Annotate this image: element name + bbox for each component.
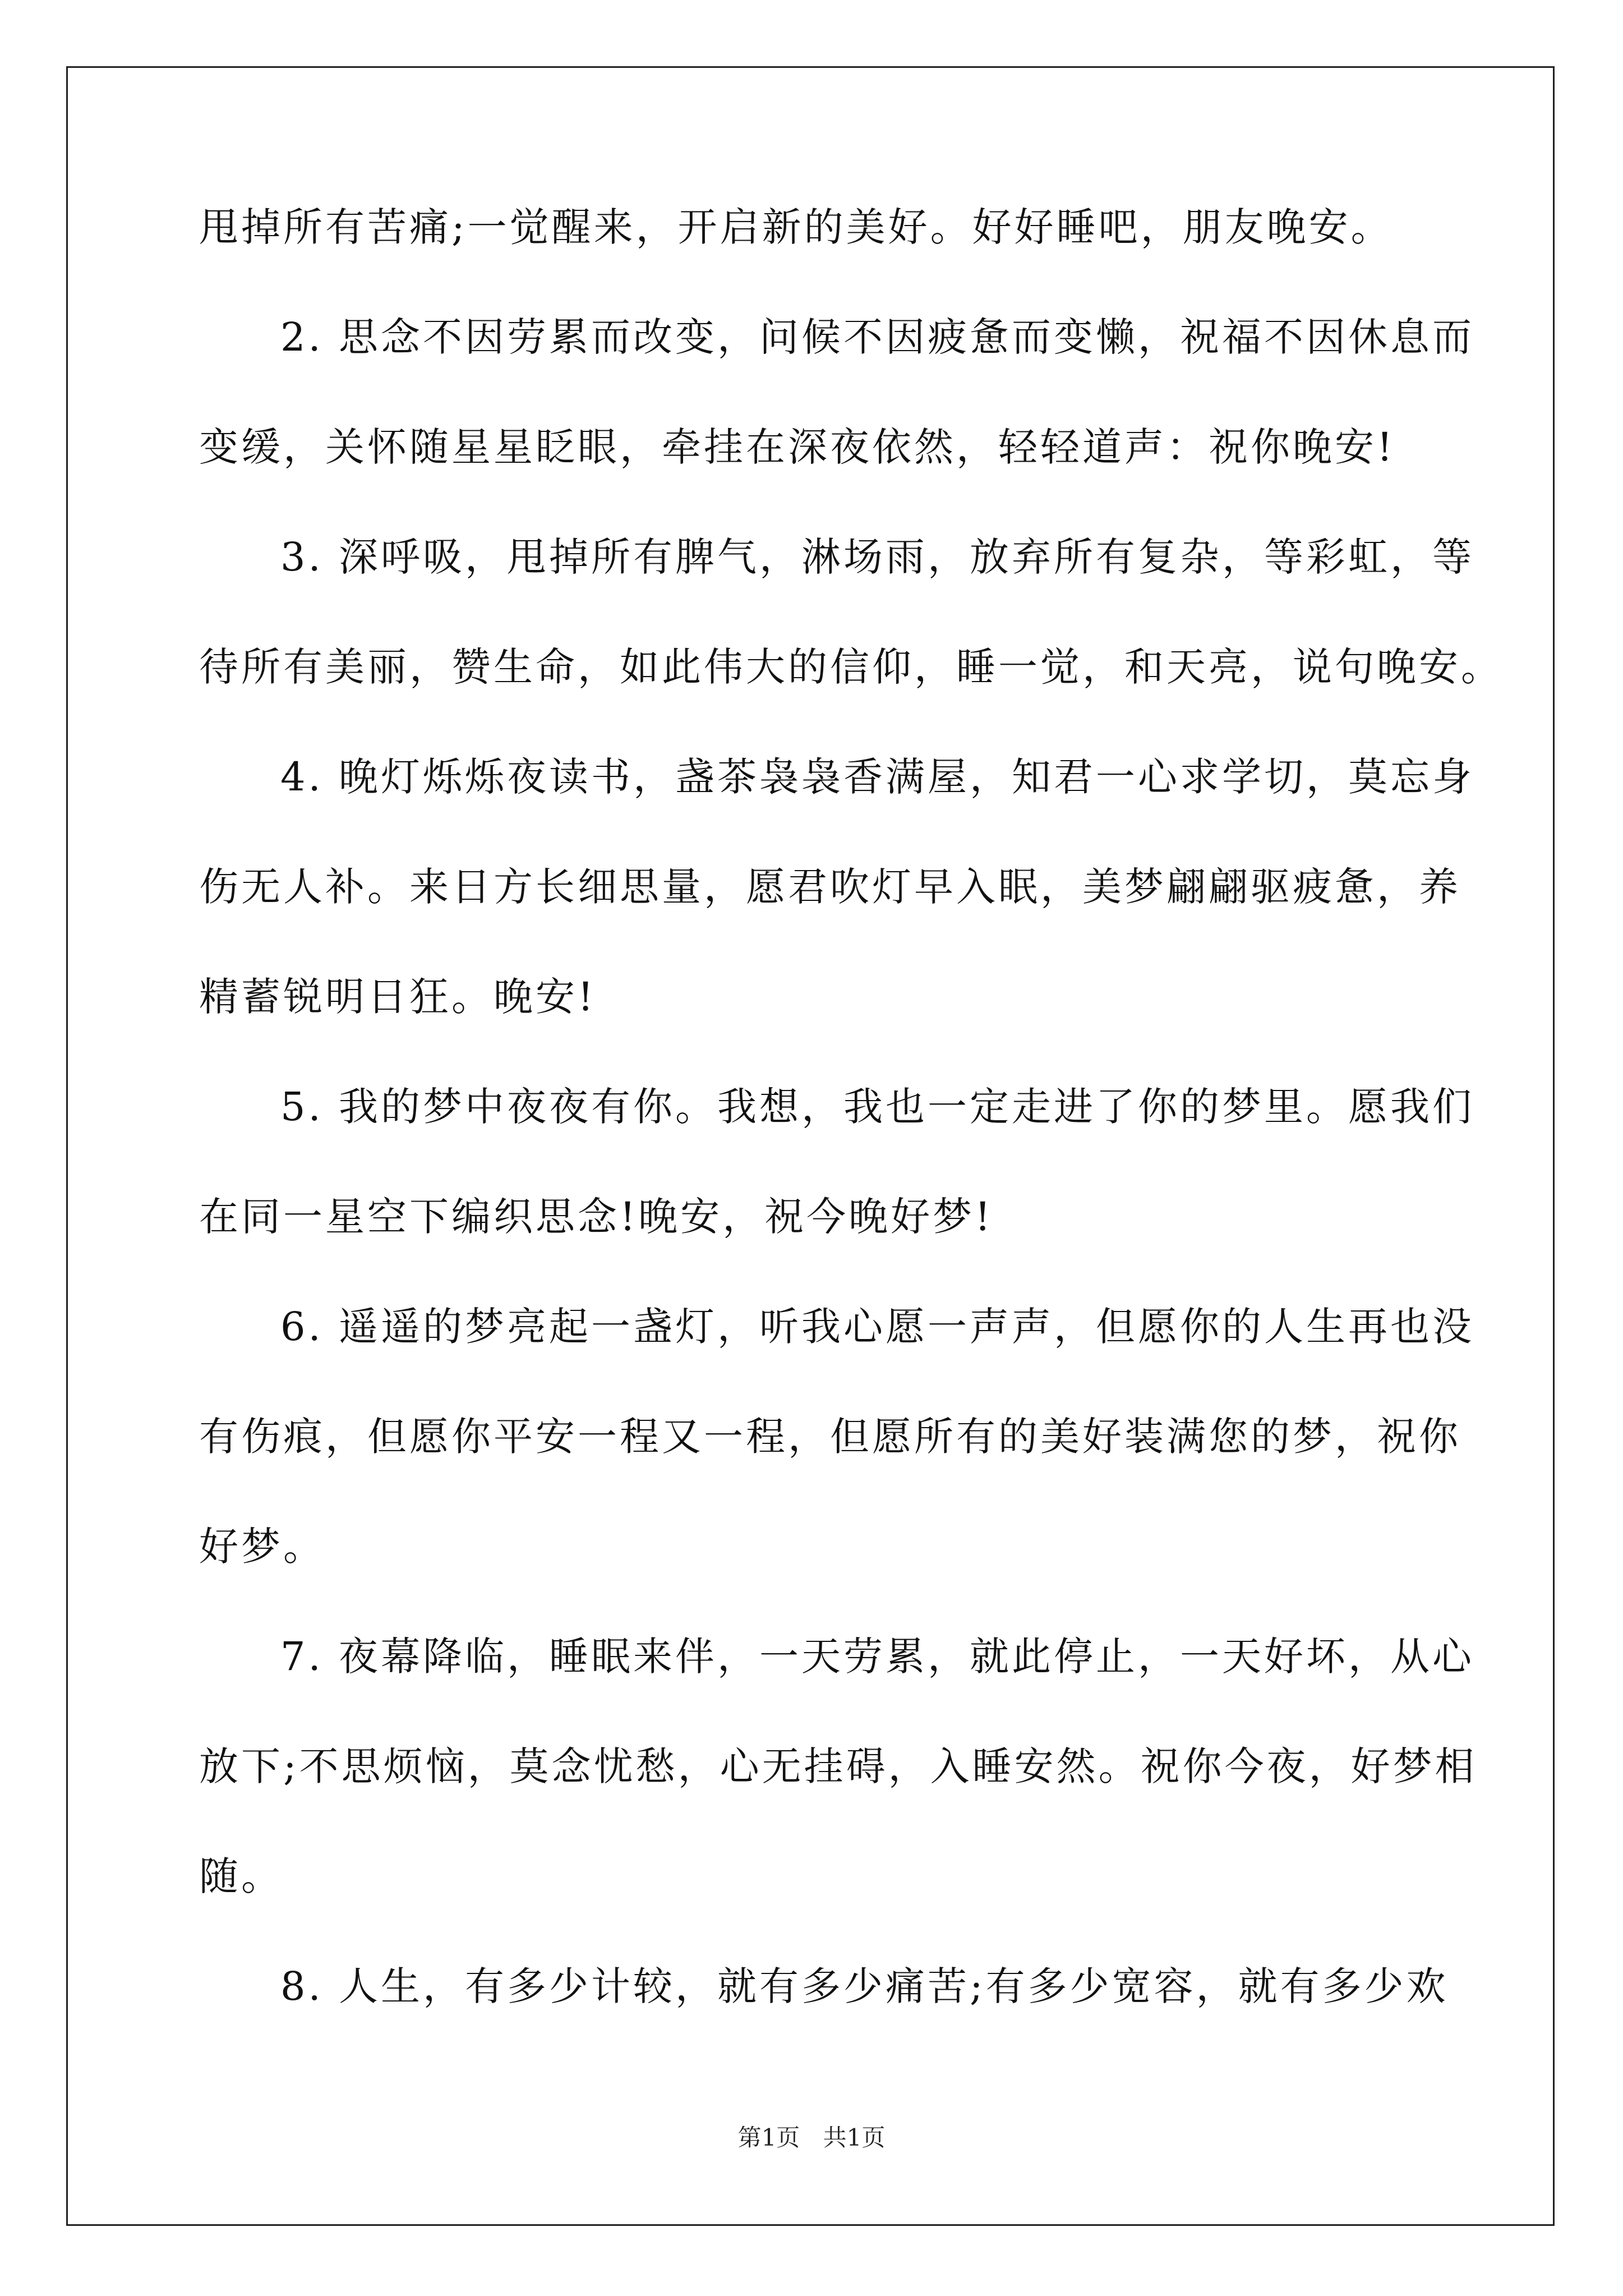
text-line: 有伤痕，但愿你平安一程又一程，但愿所有的美好装满您的梦，祝你 bbox=[199, 1414, 1461, 1460]
text-line: 6. 遥遥的梦亮起一盏灯，听我心愿一声声，但愿你的人生再也没 bbox=[280, 1304, 1475, 1350]
text-line: 2. 思念不因劳累而改变，问候不因疲惫而变懒，祝福不因休息而 bbox=[280, 314, 1475, 360]
page-number: 第1页 bbox=[737, 2124, 800, 2151]
text-line: 精蓄锐明日狂。晚安! bbox=[199, 974, 597, 1020]
text-line: 随。 bbox=[199, 1853, 283, 1899]
text-line: 放下;不思烦恼，莫念忧愁，心无挂碍，入睡安然。祝你今夜，好梦相 bbox=[199, 1743, 1477, 1789]
text-line: 4. 晚灯烁烁夜读书，盏茶袅袅香满屋，知君一心求学切，莫忘身 bbox=[280, 754, 1475, 800]
text-line: 好梦。 bbox=[199, 1524, 325, 1570]
page-total: 共1页 bbox=[823, 2124, 886, 2151]
text-line: 7. 夜幕降临，睡眠来伴，一天劳累，就此停止，一天好坏，从心 bbox=[280, 1634, 1475, 1680]
text-line: 在同一星空下编织思念!晚安，祝今晚好梦! bbox=[199, 1194, 994, 1240]
text-line: 5. 我的梦中夜夜有你。我想，我也一定走进了你的梦里。愿我们 bbox=[280, 1084, 1475, 1130]
page-footer bbox=[0, 2126, 1623, 2150]
text-line: 变缓，关怀随星星眨眼，牵挂在深夜依然，轻轻道声：祝你晚安! bbox=[199, 424, 1396, 470]
page-border bbox=[66, 66, 1555, 2226]
text-line: 伤无人补。来日方长细思量，愿君吹灯早入眠，美梦翩翩驱疲惫，养 bbox=[199, 864, 1461, 910]
text-line: 8. 人生，有多少计较，就有多少痛苦;有多少宽容，就有多少欢 bbox=[280, 1963, 1449, 2009]
text-line: 3. 深呼吸，甩掉所有脾气，淋场雨，放弃所有复杂，等彩虹，等 bbox=[280, 534, 1475, 580]
text-line: 待所有美丽，赞生命，如此伟大的信仰，睡一觉，和天亮，说句晚安。 bbox=[199, 644, 1503, 690]
text-line: 甩掉所有苦痛;一觉醒来，开启新的美好。好好睡吧，朋友晚安。 bbox=[199, 204, 1393, 250]
